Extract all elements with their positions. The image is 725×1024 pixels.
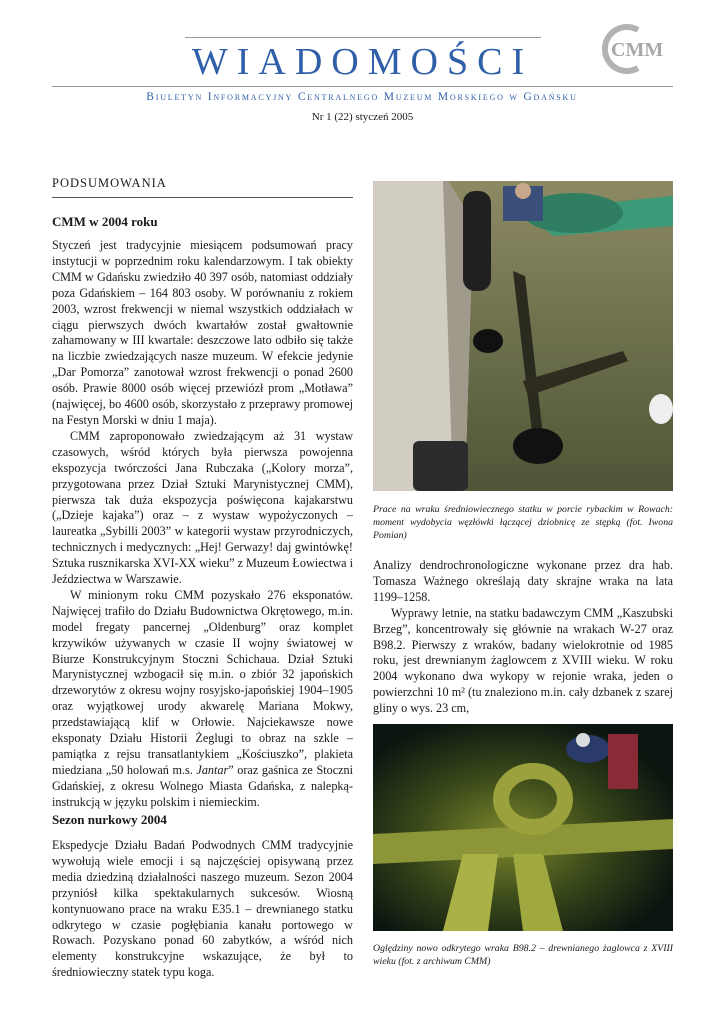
- paragraph: Analizy dendrochronologiczne wykonane przez dra hab. Tomasza Ważnego określają daty skrajne wraka na lata 1199–1258.: [373, 558, 673, 604]
- section-label: PODSUMOWANIA: [52, 176, 167, 190]
- paragraph-text: ” oraz gaśnica ze Stoczni Gdańskiej, z okresu Wolnego Miasta Gdańska, z nalepką-instrukcją w języku polskim i niemieckim.: [52, 762, 353, 809]
- paragraph-text: W minionym roku CMM pozyskało 276 eksponatów. Najwięcej trafiło do Działu Budownictwa Okrętowego, m.in. model fregaty pancernej „Oldenburg” oraz komplet krzywików używanych w czasie II wojny światowej w Biurze Konstrukcyjnym Stoczni Schichaua. Dział Sztuki Marynistycznej wzbogacił się m.in. o zbiór 32 japońskich drzeworytów z okresu wojny rosyjsko-japońskiej 1904–1905 oraz wyjątkowej urody akwarelę Mariana Mokwy, przedstawiającą klif w Orłowie. Najciekawsze nowe eksponaty Działu Historii Żeglugi to obraz na szkle – pamiątka z rejsu transatlantykiem „Kościuszko”, plakieta miedziana „50 holowań m.s.: [52, 587, 353, 777]
- paragraph: Ekspedycje Działu Badań Podwodnych CMM tradycyjnie wywołują wiele emocji i są najczęściej opisywaną przez media dziedziną działalności naszego muzeum. Sezon 2004 przyniósł kilka spektakularnych sukcesów. Wiosną kontynuowano prace na wraku E35.1 – drewnianego statku odkrytego w czasie pogłębiania kanału portowego w Rowach. Pozyskano ponad 60 zabytków, a wśród nich elementy konstrukcyjne wskazujące, że był to średniowieczny statek typu koga.: [52, 838, 353, 980]
- article-heading: Sezon nurkowy 2004: [52, 812, 167, 827]
- paragraph: [52, 588, 353, 811]
- article-body: [52, 838, 353, 981]
- photo-wreck-recovery: [373, 181, 673, 491]
- article-body: [52, 238, 353, 811]
- cmm-logo: [598, 24, 672, 74]
- masthead-title: WIADOMOŚCI: [191, 41, 534, 83]
- photo-underwater-wreck: [373, 724, 673, 931]
- paragraph: Wyprawy letnie, na statku badawczym CMM „Kaszubski Brzeg”, koncentrowały się głównie na wrakach W-27 oraz B98.2. Pierwszy z wraków, badany wielokrotnie od 1985 roku, jest drewnianym żaglowcem z XVIII wieku. W roku 2004 wykonano dwa wykopy w rejonie wraka, jeden o powierzchni 10 m² (tu znaleziono m.in. cały dzbanek z szarej gliny o wys. 23 cm,: [373, 605, 673, 716]
- paragraph: Styczeń jest tradycyjnie miesiącem podsumowań pracy instytucji w poprzednim roku kalendarzowym. I tak obiekty CMM w Gdańsku zwiedziło 40 397 osób, natomiast oddziały poza Gdańskiem – 164 803 osoby. W porównaniu z rokiem 2003, wzrost frekwencji w niemal wszystkich oddziałach w ciągu pierwszych dwóch kwartałów został gwałtownie zahamowany w III kwartale: deszczowe lato odbiło się także na liczbie zwiedzających nasze muzeum. W efekcie jedynie „Dar Pomorza” zanotował wzrost frekwencji o ponad 2600 osób. Prawie 8000 osób więcej przewiózł prom „Motława” (najwięcej, bo 4600 osób, skorzystało z przeprawy promowej na Festyn Morski w dniu 1 maja).: [52, 238, 353, 427]
- ship-name: Jantar: [196, 762, 229, 777]
- article-body-continued: [373, 558, 673, 717]
- masthead-subtitle: Biuletyn Informacyjny Centralnego Muzeum Morskiego w Gdańsku: [146, 91, 578, 103]
- logo-text: CMM: [611, 39, 664, 61]
- photo-caption: Prace na wraku średniowiecznego statku w porcie rybackim w Rowach: moment wydobycia węzłówki łączącej dziobnicę ze stępką (fot. Iwona Pomian): [373, 504, 673, 541]
- section-rule: [52, 197, 353, 198]
- issue-number: Nr 1 (22) styczeń 2005: [311, 111, 414, 123]
- photo-caption: Oględziny nowo odkrytego wraka B98.2 – drewnianego żaglowca z XVIII wieku (fot. z archiwum CMM): [373, 943, 673, 967]
- paragraph: CMM zaproponowało zwiedzającym aż 31 wystaw czasowych, wśród których była pierwsza powojenna ekspozycja twórczości Jana Rubczaka („Kolory morza”, przygotowana przez Dział Sztuki Marynistycznej CMM), pierwsza tak duża ekspozycja poświęcona kajakarstwu („Dzieje kajaka”) oraz – z wystaw wypożyczonych – laureatka „Sybilli 2003” w kategorii wystaw przyrodniczych, technicznych i medycznych: „Hej! Gerwazy! daj gwintówkę! Sztuka rusznikarska XVI-XX wieku” z Muzeum Łowiectwa i Jeździectwa w Warszawie.: [52, 428, 353, 587]
- article-heading: CMM w 2004 roku: [52, 214, 158, 229]
- masthead-top-rule: [185, 37, 541, 38]
- masthead-bottom-rule: [52, 86, 673, 87]
